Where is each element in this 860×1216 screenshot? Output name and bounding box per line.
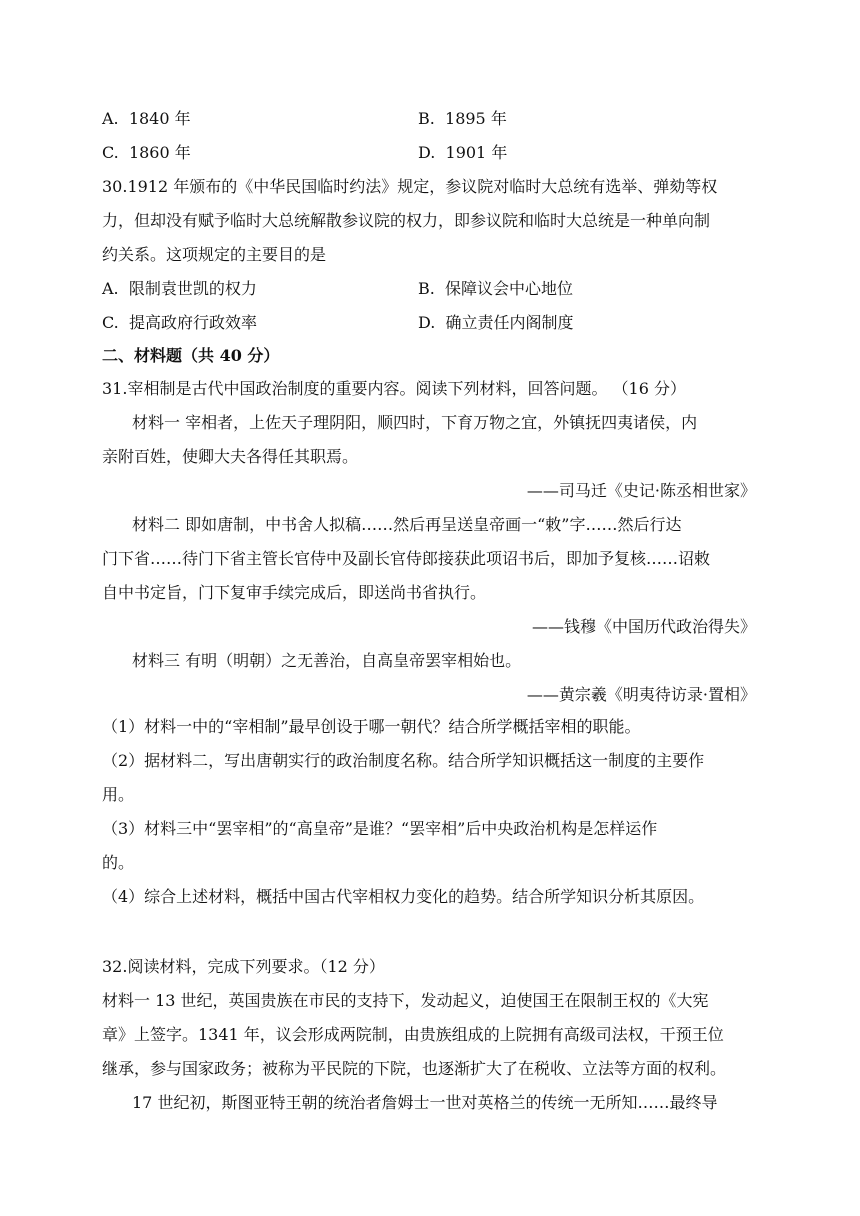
q32-material-1-line: 章》上签字。1341 年，议会形成两院制，由贵族组成的上院拥有高级司法权，干预王位: [102, 1025, 724, 1044]
q32-material-1-line: 17 世纪初，斯图亚特王朝的统治者詹姆士一世对英格兰的传统一无所知……最终导: [132, 1093, 718, 1112]
q31-material-2-line: 自中书定旨，门下复审手续完成后，即送尚书省执行。: [102, 583, 487, 602]
q31-question: （3）材料三中“罢宰相”的“高皇帝”是谁？“罢宰相”后中央政治机构是怎样运作: [102, 819, 658, 838]
q31-material-1-line: 材料一 宰相者，上佐天子理阴阳，顺四时，下育万物之宜，外镇抚四夷诸侯，内: [132, 413, 698, 432]
q30-stem-line: 力，但却没有赋予临时大总统解散参议院的权力，即参议院和临时大总统是一种单向制: [102, 211, 711, 230]
q31-question: 的。: [102, 853, 135, 872]
q31-material-2-line: 门下省……待门下省主管长官侍中及副长官侍郎接获此项诏书后，即加予复核……诏敕: [102, 549, 711, 568]
q30-stem-line: 约关系。这项规定的主要目的是: [102, 245, 327, 264]
q30-option-c: C. 提高政府行政效率: [102, 313, 257, 332]
q29-option-a: A. 1840 年: [102, 109, 191, 128]
q30-option-a: A. 限制袁世凯的权力: [102, 279, 257, 298]
q31-question: （4）综合上述材料，概括中国古代宰相权力变化的趋势。结合所学知识分析其原因。: [102, 887, 705, 906]
q30-option-b: B. 保障议会中心地位: [418, 279, 574, 298]
q31-material-2-line: 材料二 即如唐制，中书舍人拟稿……然后再呈送皇帝画一“敕”字……然后行达: [132, 515, 682, 534]
q29-option-c: C. 1860 年: [102, 143, 191, 162]
q32-material-1-line: 材料一 13 世纪，英国贵族在市民的支持下，发动起义，迫使国王在限制王权的《大宪: [102, 991, 709, 1010]
q31-question: 用。: [102, 785, 135, 804]
q31-material-1-source: ——司马迁《史记·陈丞相世家》: [526, 481, 756, 500]
q31-material-1-line: 亲附百姓，使卿大夫各得任其职焉。: [102, 447, 359, 466]
q31-material-3: 材料三 有明（明朝）之无善治，自高皇帝罢宰相始也。: [132, 651, 522, 670]
q31-question: （1）材料一中的“宰相制”最早创设于哪一朝代？结合所学概括宰相的职能。: [102, 717, 641, 736]
q32-material-1-line: 继承，参与国家政务；被称为平民院的下院，也逐渐扩大了在税收、立法等方面的权利。: [102, 1059, 727, 1078]
q29-option-b: B. 1895 年: [418, 109, 507, 128]
q29-option-d: D. 1901 年: [418, 143, 508, 162]
q31-stem: 31.宰相制是古代中国政治制度的重要内容。阅读下列材料，回答问题。 （16 分）: [102, 379, 686, 398]
q32-stem: 32.阅读材料，完成下列要求。（12 分）: [102, 957, 385, 976]
q30-option-d: D. 确立责任内阁制度: [418, 313, 574, 332]
q31-question: （2）据材料二，写出唐朝实行的政治制度名称。结合所学知识概括这一制度的主要作: [102, 751, 705, 770]
q31-material-3-source: ——黄宗羲《明夷待访录·置相》: [526, 685, 756, 704]
q31-material-2-source: ——钱穆《中国历代政治得失》: [531, 617, 756, 636]
q30-stem-line: 30.1912 年颁布的《中华民国临时约法》规定，参议院对临时大总统有选举、弹劾等权: [102, 177, 718, 196]
section-title: 二、材料题（共 40 分）: [102, 346, 280, 365]
